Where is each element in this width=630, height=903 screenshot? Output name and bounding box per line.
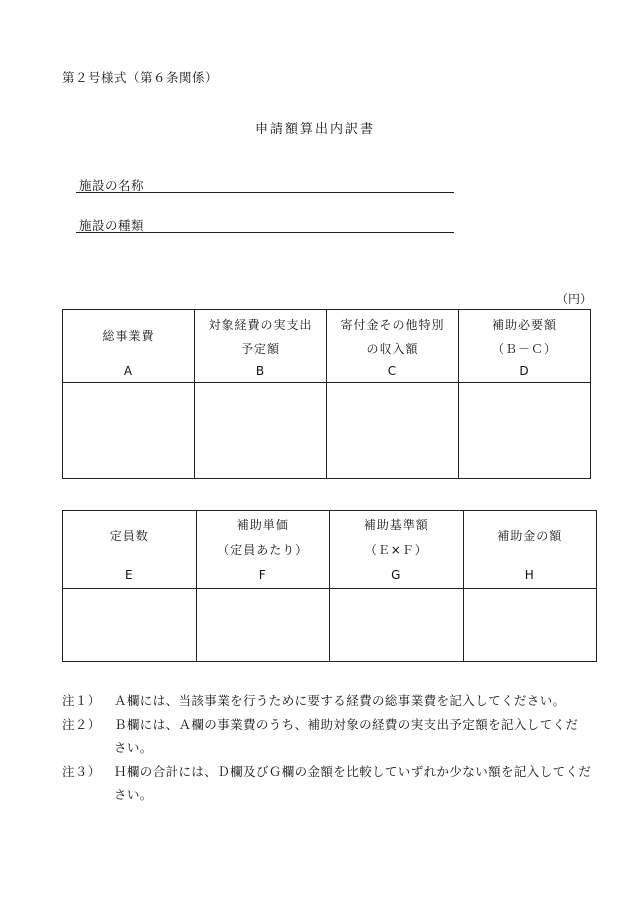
- note-text: Ａ欄には、当該事業を行うために要する経費の総事業費を記入してください。: [114, 693, 566, 708]
- column-letter: H: [524, 568, 535, 582]
- column-letter: D: [519, 364, 530, 378]
- header-subsidy-amount: [463, 511, 597, 589]
- note-item: [62, 760, 592, 807]
- header-line: 補助必要額: [491, 318, 557, 332]
- header-line: 対象経費の実支出: [208, 318, 313, 332]
- form-number: 第２号様式（第６条関係）: [62, 70, 219, 85]
- column-letter: A: [123, 364, 134, 378]
- note-item: [62, 713, 592, 760]
- facility-name-label: 施設の名称: [79, 178, 145, 193]
- budget-entry-row: [63, 383, 591, 479]
- cell-b-input[interactable]: [195, 383, 327, 479]
- header-line: （Ｂ－Ｃ）: [491, 342, 557, 356]
- header-capacity: [63, 511, 197, 589]
- header-line: 補助金の額: [497, 529, 563, 543]
- subsidy-entry-row: [63, 589, 597, 662]
- cell-e-input[interactable]: [63, 589, 197, 662]
- header-planned-expenditure: [195, 310, 327, 383]
- header-line: 定員数: [109, 529, 149, 543]
- column-letter: C: [387, 364, 398, 378]
- document-title: 申請額算出内訳書: [254, 122, 375, 137]
- note-item: [62, 689, 592, 713]
- header-line: 総事業費: [102, 329, 155, 343]
- header-line: （Ｅ×Ｆ）: [364, 543, 428, 557]
- note-label: 注３）: [62, 763, 101, 779]
- header-line: 寄付金その他特別: [340, 318, 445, 332]
- note-label: 注１）: [62, 693, 101, 708]
- facility-type-label: 施設の種類: [79, 218, 145, 233]
- header-line: （定員あたり）: [217, 543, 309, 557]
- header-total-project-cost: [63, 310, 195, 383]
- subsidy-header-row: [63, 511, 597, 589]
- budget-header-row: [63, 310, 591, 383]
- cell-c-input[interactable]: [327, 383, 459, 479]
- column-letter: G: [391, 568, 402, 582]
- header-line: 補助単価: [236, 518, 289, 532]
- note-text: Ｂ欄には、Ａ欄の事業費のうち、補助対象の経費の実支出予定額を記入してください。: [114, 716, 579, 755]
- header-unit-price: [196, 511, 330, 589]
- cell-a-input[interactable]: [63, 383, 195, 479]
- cell-h-input[interactable]: [463, 589, 597, 662]
- cell-f-input[interactable]: [196, 589, 330, 662]
- header-line: 補助基準額: [363, 518, 429, 532]
- cell-d-input[interactable]: [459, 383, 591, 479]
- facility-name-field[interactable]: [76, 176, 454, 193]
- unit-label: （円）: [556, 292, 593, 306]
- note-label: 注２）: [62, 716, 101, 732]
- cell-g-input[interactable]: [330, 589, 464, 662]
- column-letter: E: [124, 568, 134, 582]
- header-line: 予定額: [240, 342, 280, 356]
- note-text: Ｈ欄の合計には、Ｄ欄及びＧ欄の金額を比較していずれか少ない額を記入してください。: [114, 763, 592, 802]
- notes-section: [62, 689, 592, 807]
- header-standard-amount: [330, 511, 464, 589]
- subsidy-table: [62, 510, 597, 662]
- column-letter: F: [258, 568, 267, 582]
- header-required-subsidy: [459, 310, 591, 383]
- header-line: の収入額: [366, 342, 419, 356]
- facility-type-field[interactable]: [76, 216, 454, 233]
- budget-table: [62, 309, 591, 479]
- header-donation-income: [327, 310, 459, 383]
- column-letter: B: [255, 364, 266, 378]
